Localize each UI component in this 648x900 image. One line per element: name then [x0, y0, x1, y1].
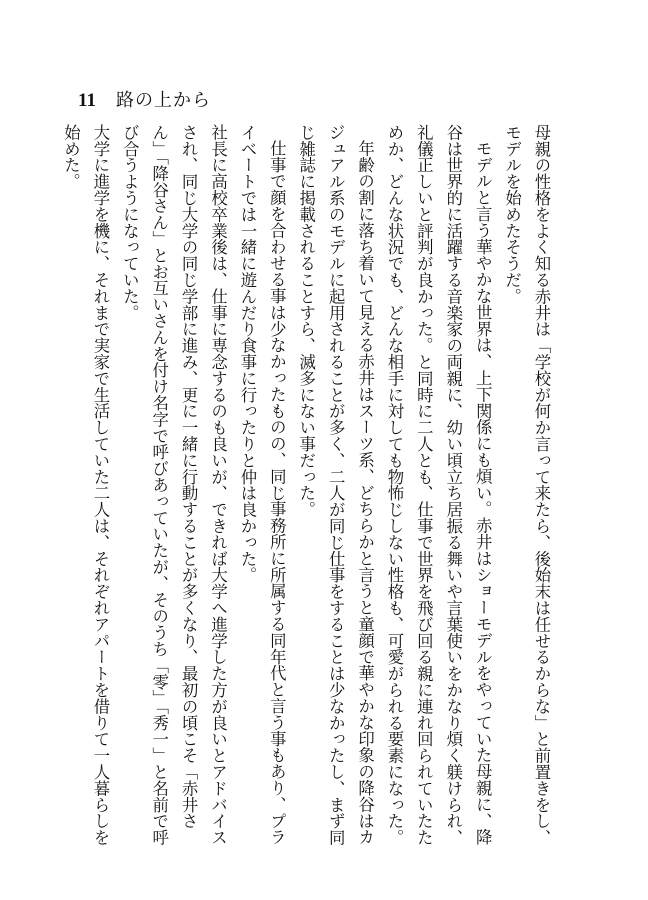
- chapter-title: 路の上から: [115, 90, 211, 111]
- paragraph-1: 母親の性格をよく知る赤井は「学校が何か言って来たら、後始末は任せるからな」と前置きをし、モデルを始めたそうだ。: [502, 124, 551, 846]
- paragraph-4: 仕事で顔を合わせる事は少なかったものの、同じ事務所に所属する同年代と言う事もあり、プライベートでは一緒に遊んだり食事に行ったりと仲は良かった。: [237, 124, 287, 846]
- page-number: 11: [78, 90, 96, 111]
- paragraph-2: モデルと言う華やかな世界は、上下関係にも煩い。赤井はショーモデルをやっていた母親に、降谷は世界的に活躍する音楽家の両親に、幼い頃立ち居振る舞いや言葉使いをかなり煩く躾けられ、礼儀正しいと評判が良かった。と同時に二人とも、仕事で世界を飛び回る親に連れ回られていたためか、どんな状況でも、どんな相手に対しても物怖じしない性格も、可愛がられる要素になった。: [384, 124, 493, 846]
- body-text: [61, 124, 556, 852]
- page-header: [78, 86, 211, 116]
- paragraph-3: 年齢の割に落ち着いて見える赤井はスーツ系、どちらかと言うと童顔で華やかな印象の降谷はカジュアル系のモデルに起用されることが多く、二人が同じ仕事をすることは少なかったし、まず同じ雑誌に掲載されることすら、滅多にない事だった。: [296, 124, 375, 846]
- paragraph-5: 社長に高校卒業後は、仕事に専念するのも良いが、できれば大学へ進学した方が良いとアドバイスされ、同じ大学の同じ学部に進み、更に一緒に行動することが多くなり、最初の頃こそ「赤井さん」「降谷さん」とお互いさんを付け名字で呼びあっていたが、そのうち「零」「秀一」と名前で呼び合うようになっていた。: [120, 124, 228, 846]
- paragraph-6: 大学に進学を機に、それまで実家で生活していた二人は、それぞれアパートを借りて一人暮らしを始めた。: [61, 124, 110, 846]
